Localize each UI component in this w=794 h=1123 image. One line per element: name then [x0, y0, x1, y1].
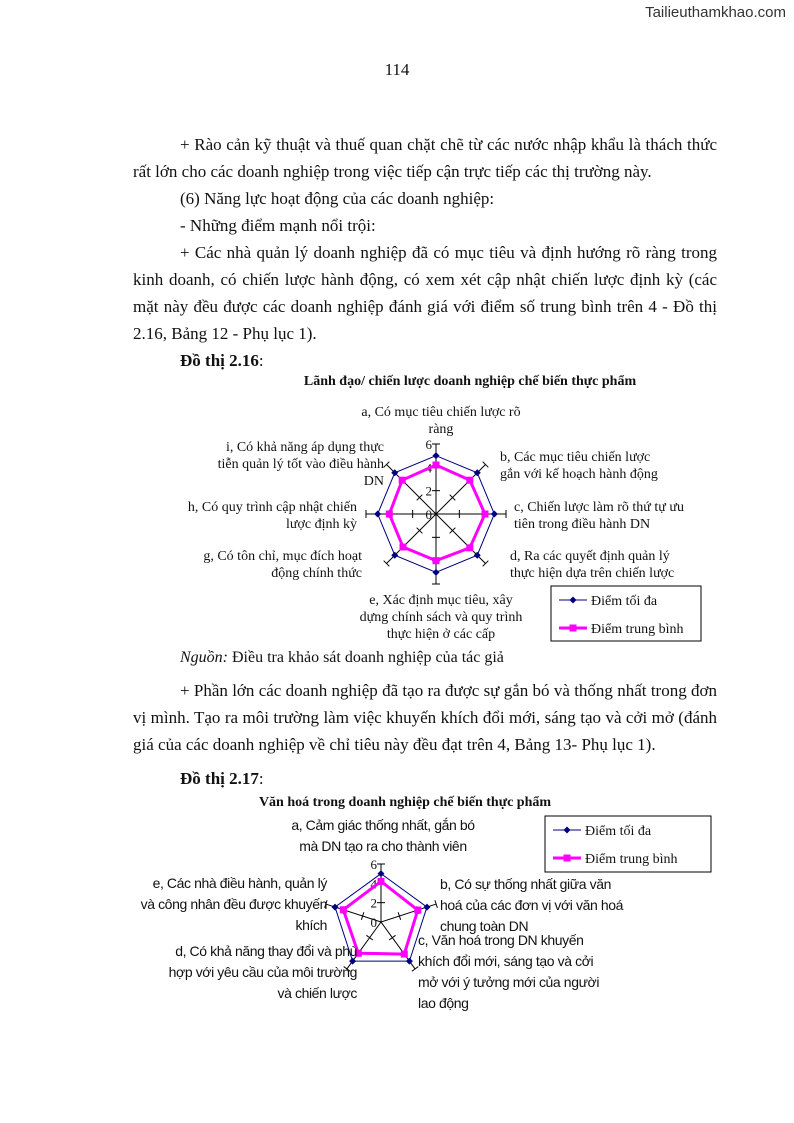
- figure1-label: Đồ thị 2.16: [180, 351, 259, 370]
- category-label: [360, 593, 523, 642]
- category-label-line: hoá của các đơn vị với văn hoá: [440, 897, 624, 913]
- category-label-line: mở với ý tưởng mới của người: [418, 974, 600, 990]
- category-label-line: lao động: [418, 995, 469, 1011]
- legend-label: Điểm tối đa: [591, 594, 658, 609]
- category-label: [361, 405, 520, 437]
- category-label: [418, 932, 599, 1011]
- category-label: [500, 450, 658, 482]
- legend-label: Điểm trung bình: [585, 852, 678, 867]
- series-max-point: [406, 958, 413, 965]
- category-label-line: và công nhân đều được khuyến: [140, 896, 327, 912]
- radar-tick-label: 0: [425, 507, 432, 522]
- series-avg-point: [433, 462, 440, 469]
- category-label-line: b, Các mục tiêu chiến lược: [500, 450, 651, 465]
- category-label: [141, 875, 328, 933]
- category-label-line: động chính thức: [271, 566, 362, 581]
- category-label-line: tiễn quản lý tốt vào điều hành: [217, 457, 384, 472]
- category-label-line: mà DN tạo ra cho thành viên: [299, 838, 467, 854]
- paragraph-trade-barriers: + Rào cản kỹ thuật và thuế quan chặt chẽ từ các nước nhập khẩu là thách thức rất lớn cho các doanh nghiệp trong việc tiếp cận trực tiếp các thị trường này.: [133, 135, 717, 181]
- category-label: [291, 817, 475, 854]
- paragraph-strengths: - Những điểm mạnh nổi trội:: [180, 216, 376, 235]
- paragraph-operating-capacity: (6) Năng lực hoạt động của các doanh nghiệp:: [180, 189, 495, 208]
- category-label-line: thực hiện ở các cấp: [386, 627, 496, 642]
- category-label-line: d, Ra các quyết định quản lý: [510, 549, 670, 564]
- series-avg-point: [400, 543, 407, 550]
- series-max-point: [378, 870, 385, 877]
- category-label-line: ràng: [428, 422, 454, 437]
- series-avg-point: [399, 477, 406, 484]
- figure2-label: Đồ thị 2.17: [180, 769, 259, 788]
- category-label-line: e, Các nhà điều hành, quản lý: [152, 875, 327, 891]
- category-label-line: a, Có mục tiêu chiến lược rõ: [361, 405, 521, 420]
- category-label-line: c, Chiến lược làm rõ thứ tự ưu: [514, 500, 684, 515]
- paragraph-cohesion: + Phần lớn các doanh nghiệp đã tạo ra được sự gắn bó và thống nhất trong đơn vị mình. Tạo ra môi trường làm việc khuyến khích đổi mới, sáng tạo và cởi mở (đánh giá của các doanh nghiệp về chỉ tiêu này đều đạt trên 4, Bảng 13- Phụ lục 1).: [133, 681, 717, 754]
- legend-label: Điểm tối đa: [585, 824, 652, 839]
- watermark: Tailieuthamkhao.com: [645, 4, 786, 21]
- source-prefix: Nguồn:: [180, 649, 228, 666]
- series-avg-point: [466, 544, 473, 551]
- category-label-line: dựng chính sách và quy trình: [359, 610, 523, 625]
- category-label-line: tiên trong điều hành DN: [514, 517, 651, 532]
- category-label-line: hợp với yêu cầu của môi trường: [168, 964, 357, 980]
- radar-tick-label: 4: [370, 876, 377, 892]
- radar-tick-label: 2: [425, 483, 432, 499]
- category-label-line: b, Có sự thống nhất giữa văn: [440, 876, 611, 892]
- category-label-line: h, Có quy trình cập nhật chiến: [187, 500, 357, 515]
- series-avg-point: [340, 906, 347, 913]
- page-number: 114: [384, 60, 410, 79]
- series-avg-point: [482, 511, 489, 518]
- series-max-point: [423, 904, 430, 911]
- category-label-line: lược định kỳ: [286, 517, 357, 532]
- radar-tick: [389, 935, 395, 940]
- category-label-line: d, Có khả năng thay đổi và phù: [175, 943, 357, 959]
- series-max-point: [332, 904, 339, 911]
- radar-tick-label: 6: [425, 437, 432, 452]
- paragraph-managers-goals: + Các nhà quản lý doanh nghiệp đã có mục tiêu và định hướng rõ ràng trong kinh doanh, có chiến lược hành động, có xem xét cập nhật chiến lược định kỳ (các mặt này đều được các doanh nghiệp đánh giá với điểm số trung bình trên 4 - Đồ thị 2.16, Bảng 12 - Phụ lục 1).: [133, 243, 717, 343]
- category-label-line: g, Có tôn chỉ, mục đích hoạt: [203, 549, 362, 564]
- category-label-line: i, Có khả năng áp dụng thực: [225, 440, 384, 455]
- figure2-label-suffix: :: [258, 769, 264, 788]
- legend-label: Điểm trung bình: [591, 622, 684, 637]
- source-text: Điều tra khảo sát doanh nghiệp của tác giả: [228, 649, 504, 666]
- category-label: [203, 549, 362, 581]
- series-avg-point: [386, 511, 393, 518]
- chart1-title: Lãnh đạo/ chiến lược doanh nghiệp chế biến thực phẩm: [303, 374, 637, 389]
- legend-marker: [564, 855, 571, 862]
- series-max-point: [374, 511, 381, 518]
- radar-tick: [366, 935, 372, 940]
- series-max-point: [491, 511, 498, 518]
- figure1-label-suffix: :: [258, 351, 264, 370]
- category-label: [440, 876, 624, 934]
- radar-tick-label: 4: [425, 460, 432, 476]
- series-avg-point: [433, 557, 440, 564]
- category-label-line: thực hiện dựa trên chiến lược: [510, 566, 675, 581]
- category-label-line: DN: [363, 474, 384, 489]
- radar-tick-label: 0: [370, 915, 377, 930]
- category-label: [188, 500, 357, 532]
- category-label-line: a, Cảm giác thống nhất, gắn bó: [291, 817, 475, 833]
- category-label-line: chung toàn DN: [440, 918, 529, 934]
- category-label: [514, 500, 684, 532]
- chart2-title: Văn hoá trong doanh nghiệp chế biến thực phẩm: [258, 795, 552, 810]
- chart2-radar: [141, 816, 711, 1011]
- series-max-point: [433, 569, 440, 576]
- legend-marker: [570, 625, 577, 632]
- series-avg-point: [401, 951, 408, 958]
- category-label-line: c, Văn hoá trong DN khuyến: [418, 932, 584, 948]
- series-avg-point: [378, 878, 385, 885]
- category-label: [169, 943, 358, 1001]
- series-max-point: [433, 452, 440, 459]
- category-label: [218, 440, 384, 489]
- series-avg-point: [414, 907, 421, 914]
- radar-tick-label: 2: [370, 895, 377, 911]
- category-label-line: e, Xác định mục tiêu, xây: [369, 593, 513, 608]
- category-label-line: và chiến lược: [277, 985, 357, 1001]
- category-label: [510, 549, 674, 581]
- series-avg-point: [466, 477, 473, 484]
- chart1-radar: [188, 405, 701, 642]
- radar-tick-label: 6: [370, 857, 377, 872]
- category-label-line: khích: [295, 917, 327, 933]
- category-label-line: gắn với kế hoạch hành động: [500, 467, 658, 482]
- category-label-line: khích đổi mới, sáng tạo và cởi: [418, 953, 594, 969]
